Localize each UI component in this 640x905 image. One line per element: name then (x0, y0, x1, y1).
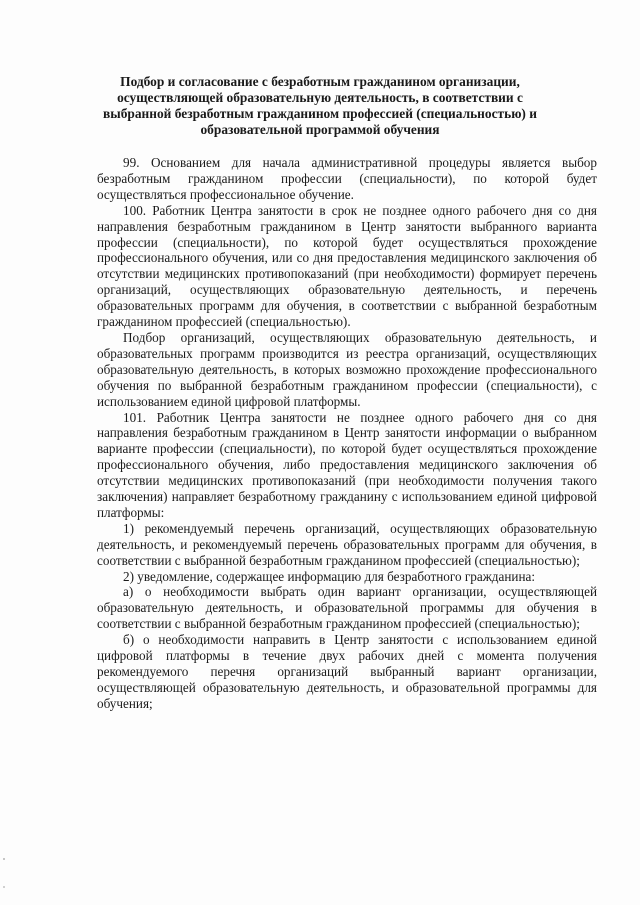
paragraph-100: 100. Работник Центра занятости в срок не позднее одного рабочего дня со дня направления безработным гражданином в Центр занятости выбранного варианта профессии (специальности), по которой будет осуществляться прохождение профессионального обучения, или со дня предоставления медицинского заключения об отсутствии медицинских противопоказаний (при необходимости) формирует перечень организаций, осуществляющих образовательную деятельность, и перечень образовательных программ для обучения, в соответствии с выбранной безработным гражданином профессией (специальностью). (97, 202, 597, 330)
paragraph-99: 99. Основанием для начала административной процедуры является выбор безработным гражданином профессии (специальности), по которой будет осуществляться профессиональное обучение. (97, 155, 597, 202)
section-heading (100, 74, 540, 138)
scan-speck (3, 858, 5, 860)
list-item-a: а) о необходимости выбрать один вариант организации, осуществляющей образовательную деятельность, и образовательной программы для обучения в соответствии с выбранной безработным гражданином профессией (специальностью); (97, 584, 597, 632)
heading-line: осуществляющей образовательную деятельность, в соответствии с (117, 90, 523, 105)
paragraph-selection: Подбор организаций, осуществляющих образовательную деятельность, и образовательных программ производится из реестра организаций, осуществляющих образовательную деятельность, в которых возможно прохождение профессионального обучения по выбранной безработным гражданином профессии (специальности), с использованием единой цифровой платформы. (97, 329, 597, 409)
list-item-b: б) о необходимости направить в Центр занятости с использованием единой цифровой платформы в течение двух рабочих дней с момента получения рекомендуемого перечня организаций выбранный вариант организации, осуществляющей образовательную деятельность, и образовательной программы для обучения; (97, 632, 597, 711)
heading-line: образовательной программой обучения (200, 122, 440, 137)
scan-speck (3, 886, 5, 888)
heading-line: Подбор и согласование с безработным гражданином организации, (120, 74, 520, 89)
list-item-2: 2) уведомление, содержащее информацию для безработного гражданина: (123, 568, 536, 584)
heading-line: выбранной безработным гражданином профессией (специальностью) и (103, 106, 537, 121)
list-item-1: 1) рекомендуемый перечень организаций, осуществляющих образовательную деятельность, и рекомендуемый перечень образовательных программ для обучения, в соответствии с выбранной безработным гражданином профессией (специальностью); (97, 520, 597, 568)
document-body (97, 155, 597, 712)
paragraph-101: 101. Работник Центра занятости не позднее одного рабочего дня со дня направления безработным гражданином в Центр занятости информации о выбранном варианте профессии (специальности), по которой будет осуществляться прохождение профессионального обучения, либо предоставления медицинского заключения об отсутствии медицинских противопоказаний (при необходимости получения такого заключения) направляет безработному гражданину с использованием единой цифровой платформы: (97, 409, 597, 520)
